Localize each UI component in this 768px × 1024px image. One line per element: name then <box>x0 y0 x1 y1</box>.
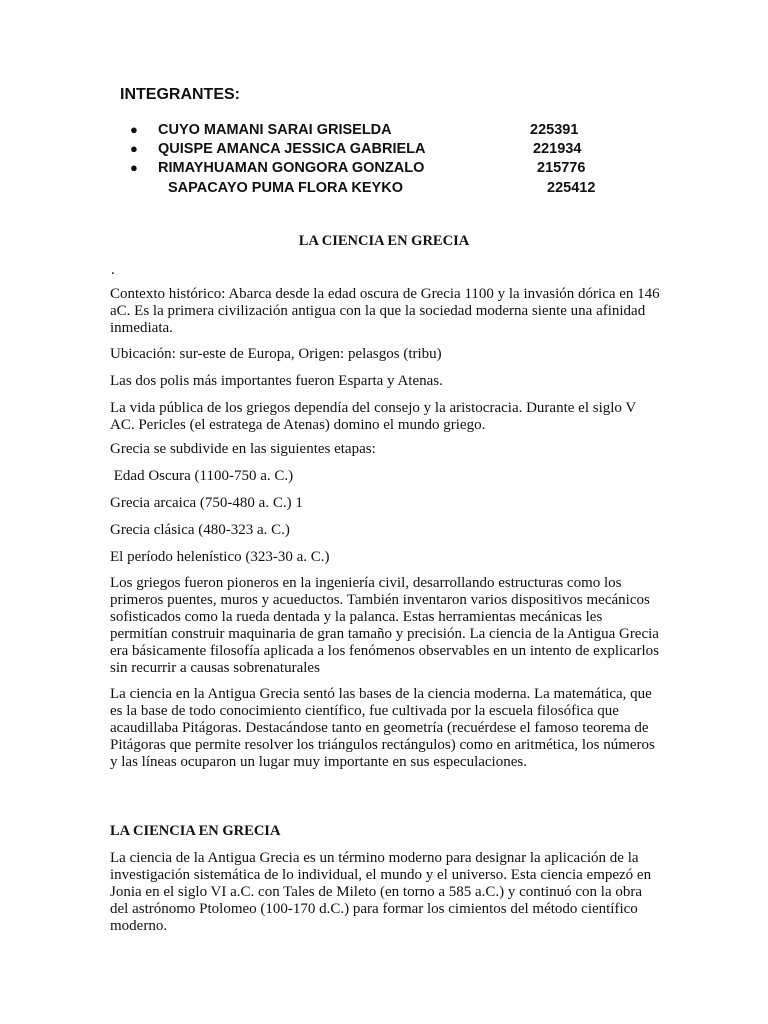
member-name: CUYO MAMANI SARAI GRISELDA <box>158 122 392 138</box>
stray-dot: . <box>111 262 115 278</box>
paragraph-context: Contexto histórico: Abarca desde la edad oscura de Grecia 1100 y la invasión dórica en 146 aC. Es la primera civilización antigua con la que la sociedad moderna siente una afinidad inmediata. <box>110 286 660 336</box>
member-row <box>0 160 768 178</box>
paragraph-polis: Las dos polis más importantes fueron Esparta y Atenas. <box>110 373 443 389</box>
bullet-icon: ● <box>130 122 138 137</box>
member-code: 215776 <box>537 160 586 176</box>
member-name: RIMAYHUAMAN GONGORA GONZALO <box>158 160 425 176</box>
document-title: LA CIENCIA EN GRECIA <box>298 233 470 249</box>
member-row <box>0 122 768 140</box>
stage-item: Grecia clásica (480-323 a. C.) <box>110 522 290 538</box>
paragraph-science-foundations: La ciencia en la Antigua Grecia sentó las bases de la ciencia moderna. La matemática, que es la base de todo conocimiento científico, fue cultivada por la escuela filosófica que acaudillaba Pitágoras. Destacándose tanto en geometría (recuérdese el famoso teorema de Pitágoras que permite resolver los triángulos rectángulos) como en aritmética, los números y las líneas ocuparon un lugar muy importante en sus especulaciones. <box>110 686 655 770</box>
paragraph-public-life: La vida pública de los griegos dependía del consejo y la aristocracia. Durante el siglo V AC. Pericles (el estratega de Atenas) domino el mundo griego. <box>110 400 636 433</box>
stage-item: El período helenístico (323-30 a. C.) <box>110 549 330 565</box>
member-row <box>0 141 768 159</box>
bullet-icon: ● <box>130 141 138 156</box>
stage-item: Edad Oscura (1100-750 a. C.) <box>110 468 294 484</box>
member-code: 225391 <box>530 122 579 138</box>
paragraph-location: Ubicación: sur-este de Europa, Origen: pelasgos (tribu) <box>110 346 442 362</box>
member-row <box>0 180 768 198</box>
bullet-icon: ● <box>130 160 138 175</box>
member-name: SAPACAYO PUMA FLORA KEYKO <box>168 180 403 196</box>
member-name: QUISPE AMANCA JESSICA GABRIELA <box>158 141 426 157</box>
member-code: 225412 <box>547 180 596 196</box>
paragraph-engineering: Los griegos fueron pioneros en la ingeniería civil, desarrollando estructuras como los primeros puentes, muros y acueductos. También inventaron varios dispositivos mecánicos sofisticados como la rueda dentada y la palanca. Estas herramientas mecánicas les permitían construir maquinaria de gran tamaño y precisión. La ciencia de la Antigua Grecia era básicamente filosofía aplicada a los fenómenos observables en un intento de explicarlos sin recurrir a causas sobrenaturales <box>110 575 659 676</box>
section-title: LA CIENCIA EN GRECIA <box>110 823 281 839</box>
member-code: 221934 <box>533 141 582 157</box>
paragraph-stages-intro: Grecia se subdivide en las siguientes etapas: <box>110 441 376 457</box>
stage-item: Grecia arcaica (750-480 a. C.) 1 <box>110 495 303 511</box>
paragraph-final: La ciencia de la Antigua Grecia es un término moderno para designar la aplicación de la investigación sistemática de lo individual, el mundo y el universo. Esta ciencia empezó en Jonia en el siglo VI a.C. con Tales de Mileto (en torno a 585 a.C.) y continuó con la obra del astrónomo Ptolomeo (100-170 d.C.) para formar los cimientos del método científico moderno. <box>110 850 652 934</box>
integrantes-heading: INTEGRANTES: <box>120 86 240 103</box>
